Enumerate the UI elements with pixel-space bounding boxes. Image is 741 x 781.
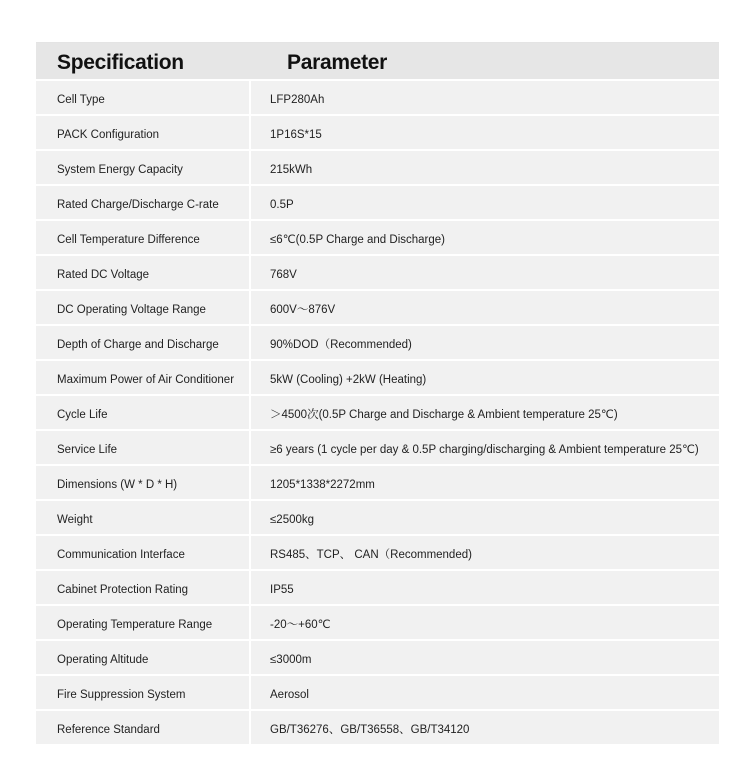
spec-cell: DC Operating Voltage Range (36, 291, 251, 324)
param-cell: IP55 (270, 584, 294, 596)
table-row (36, 466, 719, 501)
spec-cell: Cycle Life (36, 396, 251, 429)
spec-cell: Rated Charge/Discharge C-rate (36, 186, 251, 219)
param-cell: 1205*1338*2272mm (270, 479, 375, 491)
table-row (36, 291, 719, 326)
spec-cell: Cabinet Protection Rating (36, 571, 251, 604)
header-specification: Specification (57, 51, 184, 74)
spec-cell: Service Life (36, 431, 251, 464)
param-cell: LFP280Ah (270, 94, 325, 106)
param-cell: 768V (270, 269, 297, 281)
param-cell: GB/T36276、GB/T36558、GB/T34120 (270, 724, 470, 736)
param-cell: ≤2500kg (270, 514, 315, 526)
table-row (36, 571, 719, 606)
param-cell: 600V～876V (270, 304, 336, 316)
table-row (36, 361, 719, 396)
spec-cell: Fire Suppression System (36, 676, 251, 709)
spec-cell: System Energy Capacity (36, 151, 251, 184)
param-cell: ≥6 years (1 cycle per day & 0.5P charging/discharging & Ambient temperature 25℃) (270, 444, 699, 456)
param-cell: -20～+60℃ (270, 619, 331, 631)
spec-cell: Rated DC Voltage (36, 256, 251, 289)
specification-table (36, 42, 719, 746)
table-row (36, 186, 719, 221)
header-parameter: Parameter (287, 51, 388, 74)
table-row (36, 641, 719, 676)
table-row (36, 396, 719, 431)
spec-cell: Maximum Power of Air Conditioner (36, 361, 251, 394)
param-cell: 0.5P (270, 199, 294, 211)
param-cell: 5kW (Cooling) +2kW (Heating) (270, 374, 427, 386)
spec-cell: Cell Temperature Difference (36, 221, 251, 254)
spec-cell: Depth of Charge and Discharge (36, 326, 251, 359)
spec-cell: Operating Temperature Range (36, 606, 251, 639)
table-row (36, 501, 719, 536)
table-row (36, 536, 719, 571)
table-row (36, 116, 719, 151)
table-row (36, 431, 719, 466)
spec-cell: Communication Interface (36, 536, 251, 569)
table-header (36, 43, 719, 81)
param-cell: Aerosol (270, 689, 309, 701)
param-cell: RS485、TCP、 CAN（Recommended) (270, 549, 472, 561)
spec-cell: Dimensions (W * D * H) (36, 466, 251, 499)
spec-cell: Cell Type (36, 81, 251, 114)
table-row (36, 711, 719, 746)
table-row (36, 256, 719, 291)
table-row (36, 151, 719, 186)
param-cell: 1P16S*15 (270, 129, 322, 141)
param-cell: ≤3000m (270, 654, 312, 666)
param-cell: ＞4500次(0.5P Charge and Discharge & Ambient temperature 25℃) (270, 409, 618, 421)
param-cell: ≤6℃(0.5P Charge and Discharge) (270, 234, 445, 246)
param-cell: 90%DOD（Recommended) (270, 339, 412, 351)
spec-cell: PACK Configuration (36, 116, 251, 149)
spec-cell: Operating Altitude (36, 641, 251, 674)
table-row (36, 326, 719, 361)
spec-cell: Weight (36, 501, 251, 534)
spec-cell: Reference Standard (36, 711, 251, 744)
table-row (36, 606, 719, 641)
table-row (36, 676, 719, 711)
param-cell: 215kWh (270, 164, 313, 176)
table-row (36, 81, 719, 116)
table-row (36, 221, 719, 256)
table-body (36, 81, 719, 746)
